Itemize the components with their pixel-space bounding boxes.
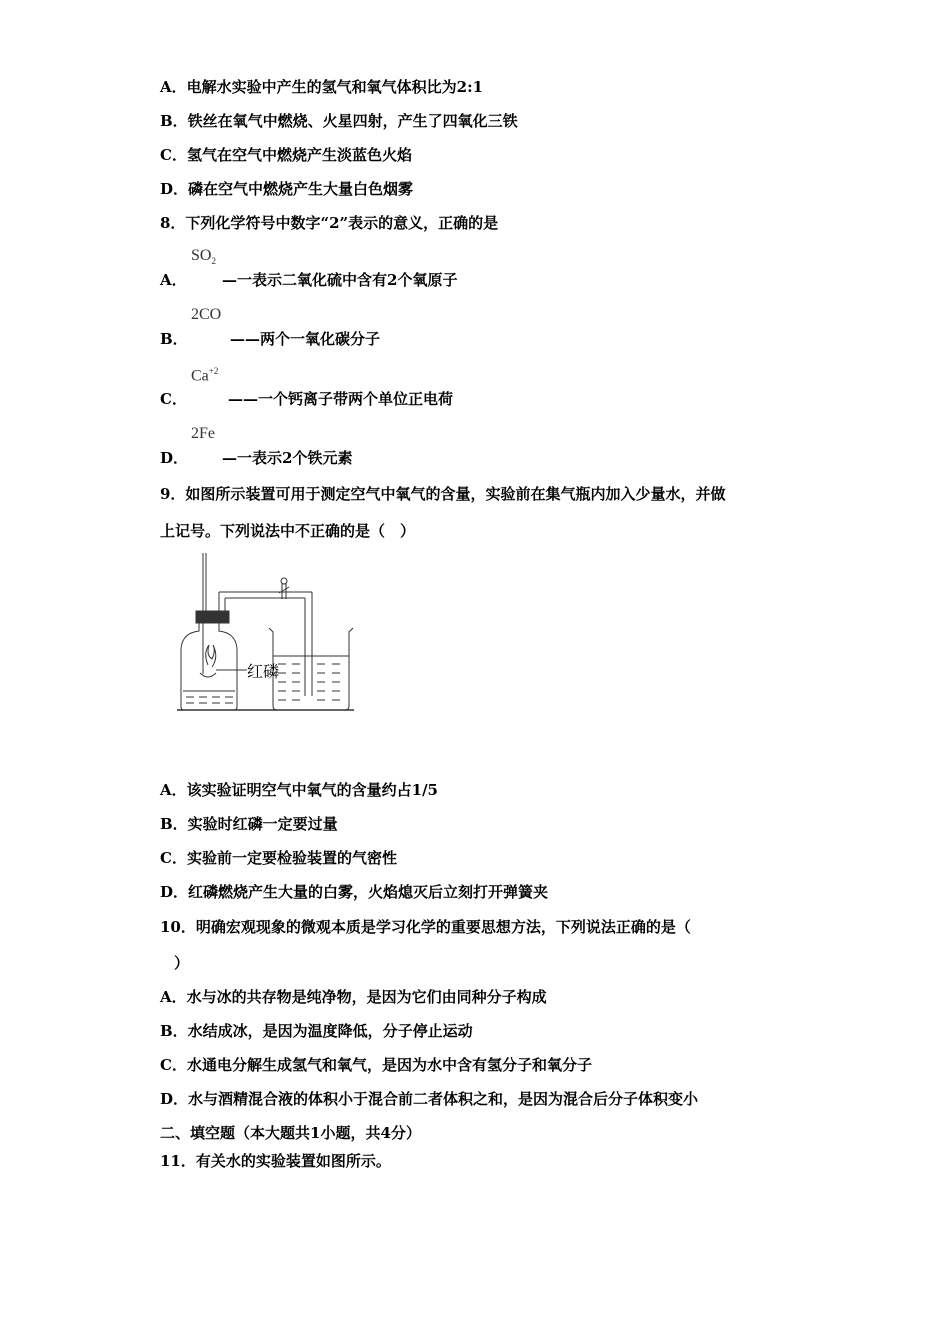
option-desc: —一表示2个铁元素 [222, 449, 353, 467]
option-desc: ——两个一氧化碳分子 [230, 330, 381, 348]
formula-so2: $SO_2$ [191, 247, 216, 267]
q8-stem: 8．下列化学符号中数字“2”表示的意义，正确的是 [160, 214, 499, 232]
option-desc: —一表示二氧化硫中含有2个氧原子 [222, 271, 458, 289]
option-desc: ——一个钙离子带两个单位正电荷 [228, 390, 454, 408]
option-label: D． [160, 449, 189, 467]
option-label: B． [160, 330, 188, 348]
q7-option-d: D．磷在空气中燃烧产生大量白色烟雾 [160, 180, 414, 198]
oxygen-measurement-apparatus [172, 553, 362, 715]
q10-option-d: D．水与酒精混合液的体积小于混合前二者体积之和，是因为混合后分子体积变小 [160, 1090, 699, 1108]
q9-option-d: D．红磷燃烧产生大量的白雾，火焰熄灭后立刻打开弹簧夹 [160, 883, 549, 901]
formula-2fe: 2Fe [191, 425, 215, 442]
q10-option-a: A．水与冰的共存物是纯净物，是因为它们由同种分子构成 [160, 988, 547, 1006]
q10-stem-line2: ） [174, 954, 190, 972]
q7-option-c: C．氢气在空气中燃烧产生淡蓝色火焰 [160, 146, 412, 164]
q7-option-b: B．铁丝在氧气中燃烧、火星四射，产生了四氧化三铁 [160, 112, 518, 130]
q7-option-a: A．电解水实验中产生的氢气和氧气体积比为2:1 [160, 78, 484, 96]
option-label: C． [160, 390, 187, 408]
q9-option-a: A．该实验证明空气中氧气的含量约占1/5 [160, 781, 438, 799]
formula-ca2plus: $Ca^{+2}$ [191, 366, 219, 385]
section-heading: 二、填空题（本大题共1小题，共4分） [160, 1124, 421, 1142]
q11-stem: 11．有关水的实验装置如图所示。 [160, 1152, 391, 1170]
q9-option-c: C．实验前一定要检验装置的气密性 [160, 849, 397, 867]
red-phosphorus-label: 红磷 [247, 662, 280, 681]
option-label: A． [160, 271, 187, 289]
q9-stem-line1: 9．如图所示装置可用于测定空气中氧气的含量，实验前在集气瓶内加入少量水，并做 [160, 485, 726, 503]
q10-stem-line1: 10．明确宏观现象的微观本质是学习化学的重要思想方法，下列说法正确的是（ [160, 918, 691, 936]
q9-option-b: B．实验时红磷一定要过量 [160, 815, 338, 833]
formula-2co: 2CO [191, 306, 222, 323]
q10-option-c: C．水通电分解生成氢气和氧气，是因为水中含有氢分子和氧分子 [160, 1056, 592, 1074]
q10-option-b: B．水结成冰，是因为温度降低，分子停止运动 [160, 1022, 473, 1040]
q9-stem-line2: 上记号。下列说法中不正确的是（ ） [160, 522, 416, 540]
